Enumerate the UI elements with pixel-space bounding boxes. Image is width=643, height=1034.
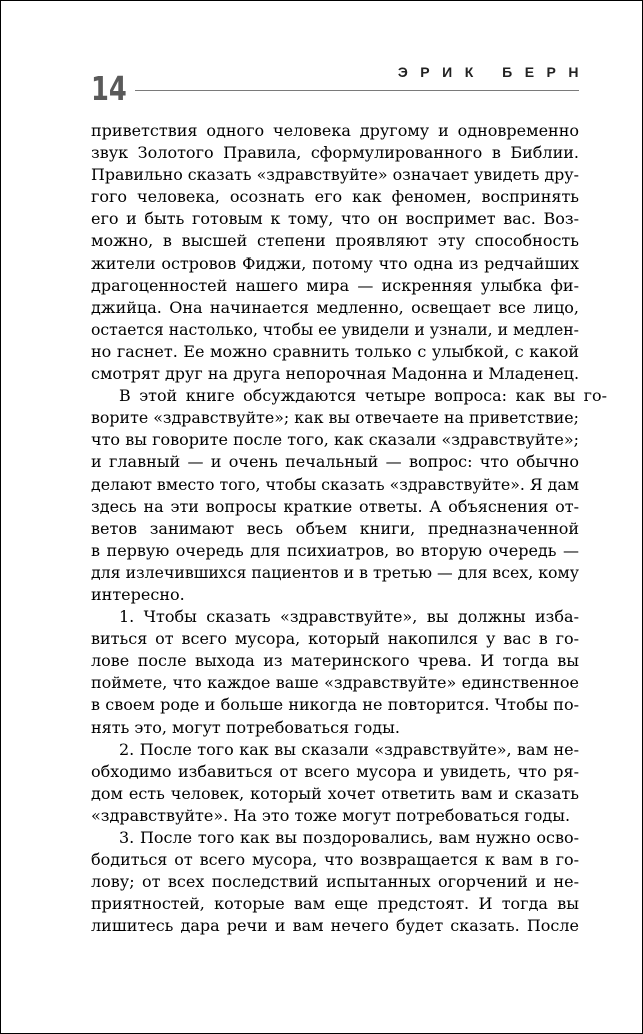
- text-line: лишитесь дара речи и вам нечего будет сказать. После: [91, 916, 579, 936]
- text-line: 1. Чтобы сказать «здравствуйте», вы должны изба-: [119, 607, 579, 627]
- text-line: 2. После того как вы сказали «здравствуйте», вам не-: [119, 739, 580, 759]
- text-line: жители островов Фиджи, потому что одна из редчайших: [91, 253, 580, 273]
- page-header: [91, 61, 591, 109]
- text-line: здесь на эти вопросы краткие ответы. А объяснения от-: [91, 496, 580, 516]
- text-line: бодиться от всего мусора, что возвращается к вам в го-: [91, 850, 579, 870]
- text-line: и главный — и очень печальный — вопрос: что обычно: [91, 452, 580, 472]
- text-line: для излечившихся пациентов и в третью — для всех, кому: [91, 562, 579, 582]
- text-line: дом есть человек, который хочет ответить вам и сказать: [91, 783, 579, 803]
- header-rule: [135, 90, 579, 91]
- text-line: виться от всего мусора, который накопился у вас в го-: [91, 629, 580, 649]
- text-line: ворите «здравствуйте»; как вы отвечаете на приветствие;: [91, 408, 580, 428]
- text-line: в первую очередь для психиатров, во вторую очередь —: [91, 540, 580, 560]
- text-line: джийца. Она начинается медленно, освещает все лицо,: [91, 297, 579, 317]
- text-line: лову; от всех последствий испытанных огорчений и не-: [91, 872, 579, 892]
- paragraph-1: [91, 120, 579, 385]
- text-line: приветствия одного человека другому и одновременно: [91, 121, 579, 140]
- text-line: звук Золотого Правила, сформулированного в Библии.: [91, 143, 580, 163]
- text-line: поймете, что каждое ваше «здравствуйте» единственное: [91, 673, 580, 693]
- text-line: можно, в высшей степени проявляют эту способность: [91, 231, 579, 251]
- text-line: интересно.: [91, 584, 185, 604]
- text-line: обходимо избавиться от всего мусора и увидеть, что ря-: [91, 761, 580, 781]
- paragraph-4: [91, 739, 579, 827]
- text-line: 3. После того как вы поздоровались, вам нужно осво-: [119, 828, 580, 847]
- running-head-author: ЭРИК БЕРН: [397, 64, 591, 80]
- text-line: в своем роде и больше никогда не повторится. Чтобы по-: [91, 695, 580, 715]
- text-line: нять это, могут потребоваться годы.: [91, 717, 400, 737]
- text-line: но гаснет. Ее можно сравнить только с улыбкой, с какой: [91, 341, 580, 361]
- paragraph-2: [91, 385, 607, 606]
- text-line: остается настолько, чтобы ее увидели и узнали, и медлен-: [91, 319, 579, 339]
- text-line: приятностей, которые вам еще предстоят. И тогда вы: [91, 894, 580, 914]
- text-line: В этой книге обсуждаются четыре вопроса: как вы го-: [118, 386, 607, 406]
- text-line: лове после выхода из материнского чрева. И тогда вы: [91, 651, 580, 671]
- text-line: смотрят друг на друга непорочная Мадонна и Младенец.: [91, 364, 580, 384]
- text-line: его и быть готовым к тому, что он воспримет вас. Воз-: [91, 209, 579, 229]
- paragraph-5: [91, 827, 579, 937]
- text-line: делают вместо того, чтобы сказать «здравствуйте». Я дам: [91, 474, 579, 494]
- page-number: 14: [91, 69, 127, 108]
- text-line: ветов занимают весь объем книги, предназначенной: [91, 518, 580, 538]
- text-line: гого человека, осознать его как феномен, воспринять: [91, 187, 580, 207]
- text-line: драгоценностей нашего мира — искренняя улыбка фи-: [91, 275, 579, 295]
- paragraph-3: [91, 606, 579, 739]
- text-line: Правильно сказать «здравствуйте» означает увидеть дру-: [91, 165, 580, 185]
- body-text: [91, 120, 607, 937]
- text-line: что вы говорите после того, как сказали «здравствуйте»;: [91, 430, 580, 450]
- text-line: «здравствуйте». На это тоже могут потребоваться годы.: [91, 805, 571, 825]
